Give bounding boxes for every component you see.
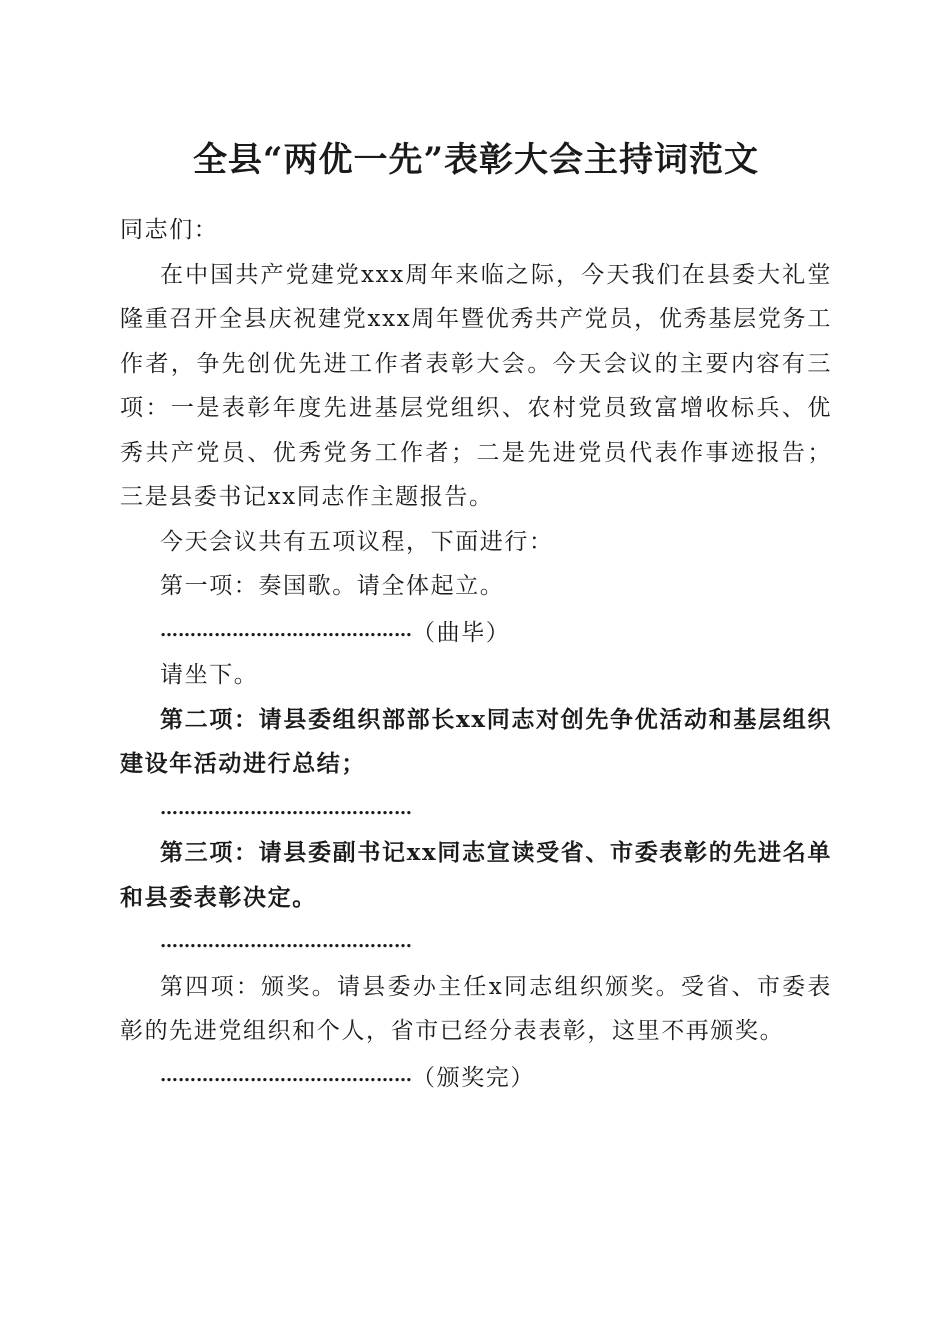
item1-note: （曲毕）: [412, 620, 511, 647]
sit-down-paragraph: 请坐下。: [160, 662, 259, 688]
agenda-item-1: 第一项：奏国歌。请全体起立。: [160, 573, 505, 599]
dot-leader: ……………………………………: [160, 1064, 412, 1086]
intro-paragraph: 在中国共产党建党xxx周年来临之际，今天我们在县委大礼堂隆重召开全县庆祝建党xxx周年暨优秀共产党员，优秀基层党务工作者，争先创优先进工作者表彰大会。今天会议的主要内容有三项：一是表彰年度先进基层党组织、农村党员致富增收标兵、优秀共产党员、优秀党务工作者；二是先进党员代表作事迹报告；三是县委书记xx同志作主题报告。: [120, 261, 832, 510]
agenda-item-2: 第二项：请县委组织部部长xx同志对创先争优活动和基层组织建设年活动进行总结；: [120, 705, 832, 777]
dot-leader: ……………………………………: [160, 619, 412, 641]
dot-leader: ……………………………………: [160, 931, 412, 952]
dot-leader: ……………………………………: [160, 797, 412, 819]
item4-dotted-line: [120, 1054, 832, 1099]
item4-note: （颁奖完）: [412, 1065, 535, 1092]
salutation: 同志们：: [120, 217, 219, 243]
agenda-item-3: 第三项：请县委副书记xx同志宣读受省、市委表彰的先进名单和县委表彰决定。: [120, 839, 832, 911]
item1-dotted-line: [120, 609, 832, 654]
agenda-paragraph: 今天会议共有五项议程，下面进行：: [160, 528, 554, 555]
agenda-item-4: 第四项：颁奖。请县委办主任x同志组织颁奖。受省、市委表彰的先进党组织和个人，省市已经分表表彰，这里不再颁奖。: [120, 973, 832, 1044]
item3-dotted-line: [120, 920, 832, 965]
document-title: 全县“两优一先”表彰大会主持词范文: [192, 140, 760, 180]
item2-dotted-line: [120, 787, 832, 832]
document-body: [120, 208, 832, 1098]
